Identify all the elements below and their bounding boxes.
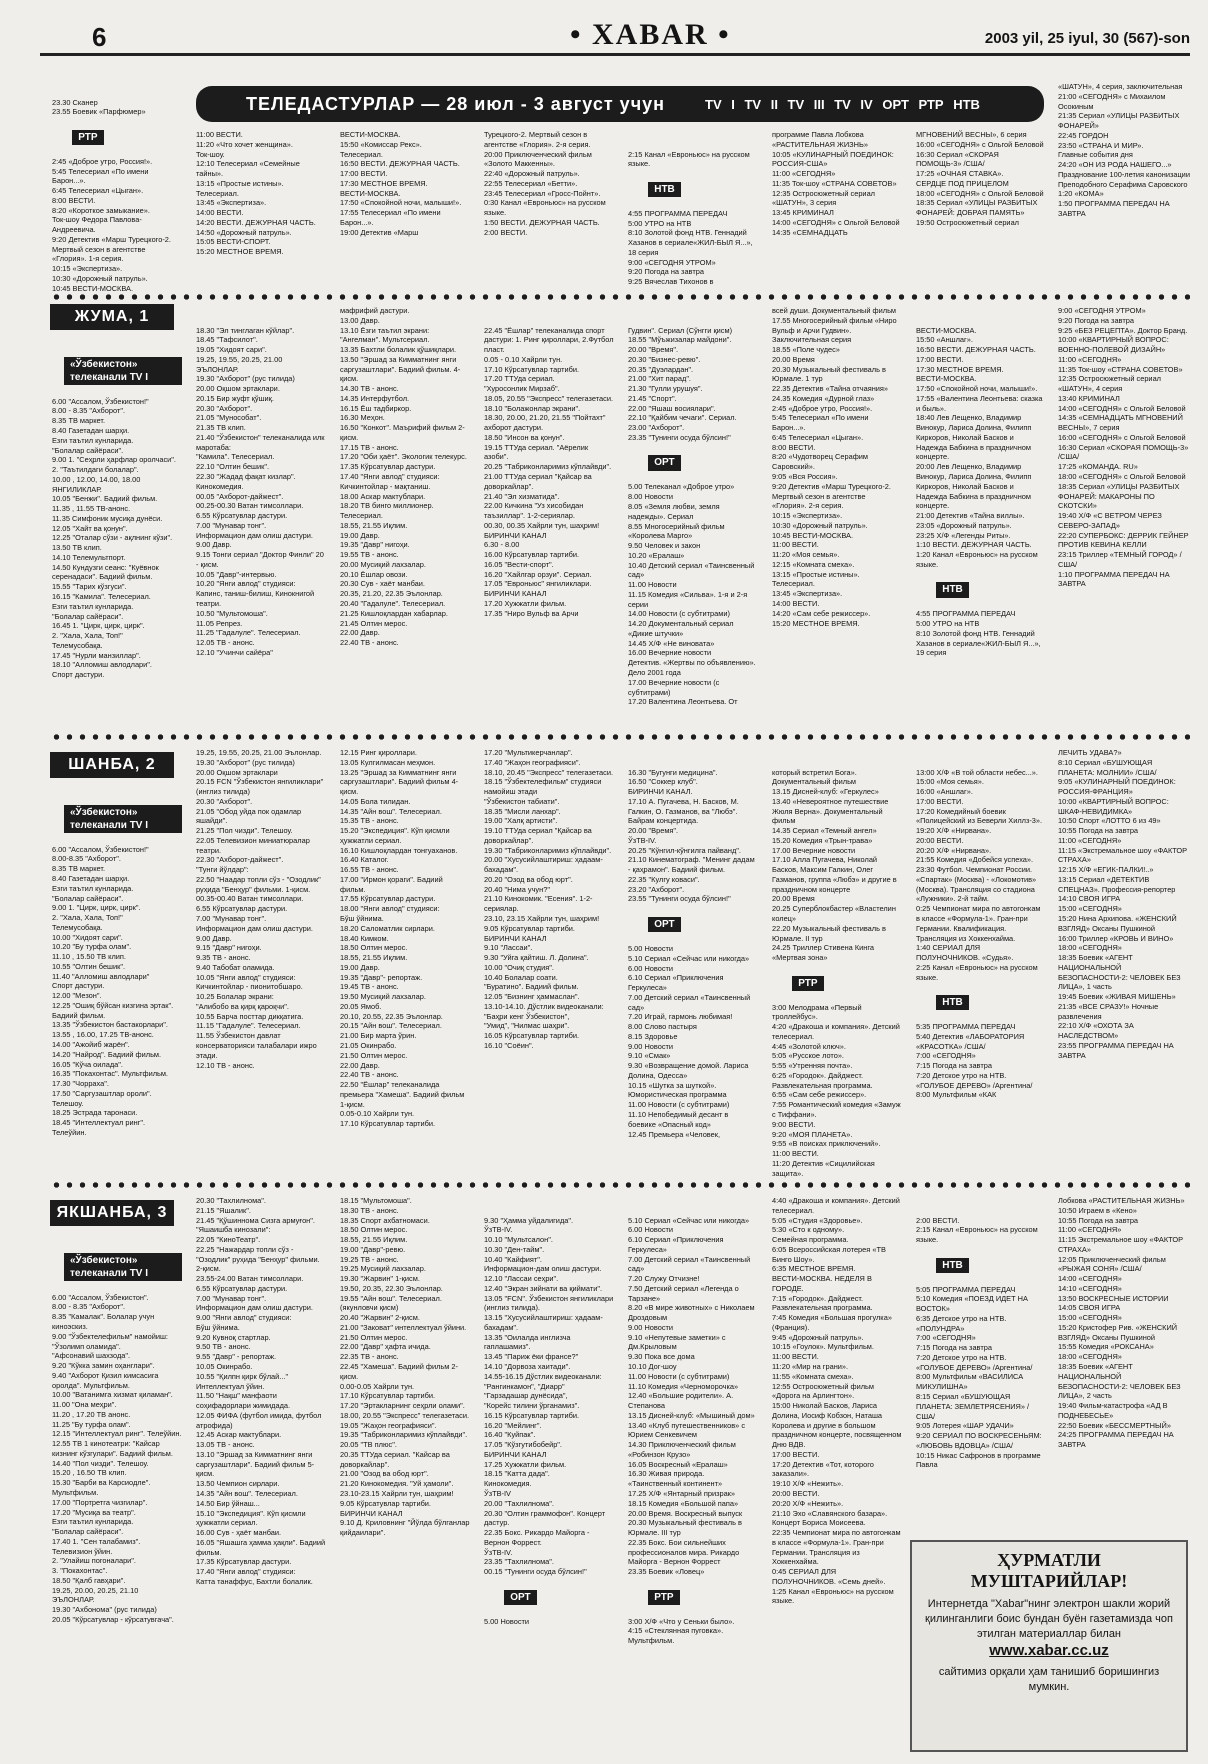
- listing-text: 5.00 Телеканал «Доброе утро» 8.00 Новости 8.05 «Земля любви, земля надежды». Сериал 8.55 Многосерийный фильм «Королева Марго» 9.50 Человек и закон 10.20 «Ералаш» 10.40 Детский сериал «Таинсвенный сад» 11.00 Новости 11.15 Комедия «Сильва». 1-я и 2-я серии 14.00 Новости (с субтитрами) 14.20 Документальный сериал «Дикие штучки» 14.45 Х/Ф «Не виновата» 16.00 Вечерние новости Детектив. «Жертвы по объявлению». Дело 2001 года 17.00 Вечерние новости (с субтитрами) 17.20 Валентина Леонтьева. От: [628, 482, 756, 707]
- sat-col-6: [772, 748, 902, 1178]
- day-heading-sunday: ЯКШАНБА, 3: [50, 1200, 174, 1226]
- sat-col-7: [916, 748, 1046, 1178]
- thu-col-8: «ШАТУН», 4 серия, заключительная 21:00 «СЕГОДНЯ» с Михаилом Осокиным 21:35 Сериал «УЛИЦЫ РАЗБИТЫХ ФОНАРЕЙ» 22:45 ГОРДОН 23:50 «СТРАНА И МИР». Главные события дня 24:20 «ОН ИЗ РОДА НАШЕГО...» Празднование 100-летия канонизации Преподобного Серафима Саровского 1:20 «КОМА» 1:50 ПРОГРАММА ПЕРЕДАЧ НА ЗАВТРА: [1058, 82, 1190, 218]
- sat-col-8: ЛЕЧИТЬ УДАВА?» 8:10 Сериал «БУШУЮЩАЯ ПЛАНЕТА: МОЛНИИ» /США/ 9:05 «КУЛИНАРНЫЙ ПОЕДИНОК: РОССИЯ-ФРАНЦИЯ» 10:00 «КВАРТИРНЫЙ ВОПРОС: ШКАФ-НЕВИДИМКА» 10:50 Спорт «ЛОТТО 6 из 49» 10:55 Погода на завтра 11:00 «СЕГОДНЯ» 11:15 «Экстремальное шоу «ФАКТОР СТРАХА» 12:15 Х/Ф «ЕГИК-ПАЛКИ!..» 13:15 Сериал «ДЕТЕКТИВ СПЕЦНАЗ». Профессия-репортер 14:10 СВОЯ ИГРА 15:00 «СЕГОДНЯ» 15:20 Нина Архипова. «ЖЕНСКИЙ ВЗГЛЯД» Оксаны Пушкиной 16:00 Триллер «КРОВЬ И ВИНО» 18:00 «СЕГОДНЯ» 18:35 Боевик «АГЕНТ НАЦИОНАЛЬНОЙ БЕЗОПАСНОСТИ-2: ЧЕЛОВЕК БЕЗ ЛИЦА», 1 часть 19:45 Боевик «ЖИВАЯ МИШЕНЬ» 21:35 «ВСЕ СРАЗУ!» Ночные развлечения 22:10 Х/Ф «ОХОТА ЗА НАСЛЕДСТВОМ» 23:55 ПРОГРАММА ПЕРЕДАЧ НА ЗАВТРА: [1058, 748, 1188, 1060]
- listing-text: 18.30 "Эл тинглаган кўйлар". 18.45 "Тафсилот". 19.05 "Хидоят сари". 19.25, 19.55, 20.25, 21.00 ЭЪЛОНЛАР. 19.30 "Ахборот" (рус тилида) 20.00 Оқшом эртаклари. 20.15 Бир жуфт қўшиқ. 20.30 "Ахборот". 21.05 "Мунособат". 21.35 ТВ клип. 21.40 "Ўзбекистон" телеканалида илк маротаба: "Камила". Телесериал. 22.10 "Олтин бешик". 22.30 "Жадад фақат кизлар". Кинокомедия. 00.05 "Ахборот-дайжест". 00.25-00.30 Ватан тимсоллари. 6.55 Кўрсатувлар дастури. 7.00 "Мунавар тонг". Информацион дам олиш дастури. 9.00 Давр. 9.15 Тонги сериал "Доктор Финли" 20 - қисм. 10.05 "Давр"-интервью. 10.20 "Янги авлод" студияси: Капинс, таниш-билиш, Кинокнигой театри. 10.50 "Мультомоша". 11.05 Репрез. 11.25 "Гадалуле". Телесериал. 12.05 ТВ - анонс. 12.10 "Учинчи сайёра": [196, 325, 325, 657]
- thu-col-7: МГНОВЕНИЙ ВЕСНЫ», 6 серия 16:00 «СЕГОДНЯ» с Ольгой Беловой 16:30 Сериал «СКОРАЯ ПОМОЩЬ-3» /США/ 17:25 «ОЧНАЯ СТАВКА». СЕРДЦЕ ПОД ПРИЦЕЛОМ 18:00 «СЕГОДНЯ» с Ольгой Беловой 18:35 Сериал «УЛИЦЫ РАЗБИТЫХ ФОНАРЕЙ: ДОБРАЯ ПАМЯТЬ» 19:50 Остросюжетный сериал: [916, 130, 1044, 227]
- listing-text: 2:15 Канал «Евроньюс» на русском языке.: [628, 149, 752, 169]
- thu-col-6: программе Павла Лобкова «РАСТИТЕЛЬНАЯ ЖИЗНЬ» 10:05 «КУЛИНАРНЫЙ ПОЕДИНОК: РОССИЯ-США» 11:00 «СЕГОДНЯ» 11:35 Ток-шоу «СТРАНА СОВЕТОВ» 12:35 Остросюжетный сериал «ШАТУН», 3 серия 13:45 КРИМИНАЛ 14:00 «СЕГОДНЯ» с Ольгой Беловой 14:35 «СЕМНАДЦАТЬ: [772, 130, 900, 237]
- subscriber-notice: [910, 1540, 1188, 1752]
- listing-text: 6.00 "Ассалом, Ўзбекистон". 8.00 - 8.35 "Ахборот". 8.35 "Камалак". Болалар учун киноэскиз. 9.00 "Ўзбектелефильм" намойиш: "Ўзолимп оламида". "Афсонавий шахзода". 9.20 "Кўкка замин оҳанглари". 9.40 "Ахборот Қизил кимсасига оролда". Мультфильм. 10.00 "Ватанимга хизмат қиламан". 11.00 "Она меҳри". 11.20 , 17.20 ТВ анонс. 11.25 "Бу турфа олам". 12.15 "Интеллектуал ринг". Телеўйин. 12.55 ТВ 1 кинотеатри: "Кайсар кизнинг кўзгулари". Бадиий фильм. 14.40 "Пол чизди". Телешоу. 15.20 , 16.50 ТВ клип. 15.30 "Барби ва Карсиодле". Мультфильм. 17.00 "Портретга чизгилар". 17.20 "Мусиқа ва театр". Езги таътил кунларида. "Болалар сайёраси". 17.40 1. "Сен талабамиз". Телевизион ўйин. 2. "Улайиш погоналари". 3. "Покахонтас". 18.50 "Қалб гавҳари". 19.25, 20.00, 20.25, 21.10 ЭЪЛОНЛАР. 19.30 "Ахбонома" (рус тилида) 20.05 "Кўрсатувлар - кўрсатувгача".: [52, 1292, 182, 1624]
- sun-col-8: Лобкова «РАСТИТЕЛЬНАЯ ЖИЗНЬ» 10:50 Играем в «Кено» 10:55 Погода на завтра 11:00 «СЕГОДНЯ» 11:15 Экстремальное шоу «ФАКТОР СТРАХА» 12:05 Приключенческий фильм «РЫЖАЯ СОНЯ» /США/ 14:00 «СЕГОДНЯ» 14:10 «СЕГОДНЯ» 13:50 ВОСКРЕСНЫЕ ИСТОРИИ 14:05 СВОЯ ИГРА 15:00 «СЕГОДНЯ» 15:20 Кристофер Рив. «ЖЕНСКИЙ ВЗГЛЯД» Оксаны Пушкиной 15:55 Комедия «РОКСАНА» 18:00 «СЕГОДНЯ» 18:35 Боевик «АГЕНТ НАЦИОНАЛЬНОЙ БЕЗОПАСНОСТИ-2: ЧЕЛОВЕК БЕЗ ЛИЦА», 2 часть 19:40 Фильм-катастрофа «АД В ПОДНЕБЕСЬЕ» 22:50 Боевик «БЕССМЕРТНЫЙ» 24:25 ПРОГРАММА ПЕРЕДАЧ НА ЗАВТРА: [1058, 1196, 1185, 1450]
- listing-text: 3:00 Х/Ф «Что у Сеньки было». 4:15 «Стеклянная пуговка». Мультфильм.: [628, 1616, 735, 1646]
- listing-text: 4:55 ПРОГРАММА ПЕРЕДАЧ 5:00 УТРО на НТВ 8:10 Золотой фонд НТВ. Геннадий Хазанов в сериале«ЖИЛ-БЫЛ Я...», 18 серия 9:00 «СЕГОДНЯ УТРОМ» 9:20 Погода на завтра 9:25 Вячеслав Тихонов в: [628, 208, 753, 287]
- newspaper-logo: • XABAR •: [570, 18, 731, 51]
- channel-label-rtr: РТР: [792, 976, 823, 991]
- channel-label-ort: ОРТ: [504, 1590, 536, 1605]
- divider-dots: [50, 294, 1190, 300]
- listing-text: 16.30 "Бугунги медицина". 16.50 "Соккер клуб". БИРИНЧИ КАНАЛ. 17.10 А. Пугачева, Н. Басков, М. Галкин, О. Газманов, ва "Любэ". Байрам концертида. 20.00 "Время". ЎзТВ-IV. 20.25 "Кўнгил-кўнгилга пайванд". 21.10 Кинематограф. "Менинг дадам - қаҳрамон". Бадиий фильм. 22.35 "Кулгу коваси". 23.20 "Ахборот". 23.55 "Тунинги осуда бўлсин!": [628, 767, 755, 904]
- sat-col-3: 12.15 Ринг қироллари. 13.05 Кулгилмасан меҳмон. 13.25 "Эршад за Кимматнинг янги саргузаштлари". Бадиий фильм 4-қисм. 14.05 Бола тилидан. 14.35 "Айн вош". Телесериал. 15.35 ТВ - анонс. 15.20 "Экспедиция". Кўп қисмли ҳужжатли сериал. 16.10 Кишлоқлардан тонгуаханов. 16.40 Каталог. 16.55 ТВ - анонс. 17.00 "Ирмон қораги". Бадиий фильм. 17.55 Кўрсатувлар дастури. 18.00 "Янги авлод" студияси: Бўш ўйнима. 18.20 Саломатлик сирлари. 18.40 Кимком. 18.50 Олтин мерос. 18.55, 21.55 Иқлим. 19.00 Давр. 19.35 "Давр"- репортаж. 19.45 ТВ - анонс. 19.50 Мусиқий лахзалар. 20.05 Ямоб. 20.10, 20.55, 22.35 Эълонлар. 20.15 "Айн вош". Телесериал. 21.00 Бир марта ўрин. 21.05 Окинрабо. 21.50 Олтин мерос. 22.00 Давр. 22.40 ТВ - анонс. 22.50 "Ёшлар" телеканалида премьера "Хамеша". Бадиий фильм 1-қисм. 0.05-0.10 Хайрли тун. 17.10 Кўрсатувлар тартиби.: [340, 748, 465, 1129]
- sun-col-7: [916, 1196, 1046, 1536]
- listing-text: 5.00 Новости: [484, 1616, 530, 1626]
- listing-text: 2:45 «Доброе утро, Россия!». 5:45 Телесериал «По имени Барон...». 6:45 Телесериал «Цыган». 8:00 ВЕСТИ. 8:20 «Короткое замыкание». Ток-шоу Федора Павлова-Андреевича. 9:20 Детектив «Марш Турецкого-2. Мертвый сезон в агентстве «Глория». 1-я серия. 10:15 «Экспертиза». 10:30 «Дорожный патруль». 10:45 ВЕСТИ-МОСКВА.: [52, 156, 171, 293]
- listing-text: 5.00 Новости 5.10 Сериал «Сейчас или никогда» 6.00 Новости 6.10 Сериал «Приключения Геркулеса» 7.00 Детский сериал «Таинсвенный сад» 7.20 Играй, гармонь любимая! 8.00 Слово пастыря 8.15 Здоровье 9.00 Новости 9.10 «Смак» 9.30 «Возвращение домой. Лариса Долина, Одесса» 10.15 «Шутка за шуткой». Юмористическая программа 11.00 Новости (с субтитрами) 11.10 Непобедимый десант в боевике «Опасный код» 12.45 Премьера «Человек,: [628, 943, 751, 1139]
- fri-col-3: мафрифий дастури. 13.00 Давр. 13.10 Ёзги таътил экрани: "Ангелман". Мультсериал. 13.35 Бахтли болалик қўшиқлари. 13.50 "Эршад за Кимматнинг янги саргузаштлари". Бадиий фильм. 4-қисм. 14.30 ТВ - анонс. 14.35 Интерфутбол. 16.15 Ёш тадбиркор. 16.30 Меҳон. 16.50 "Конкот". Маърифий фильм 2-қисм. 17.15 ТВ - анонс. 17.20 "Оби ҳаёт". Экологик телекурс. 17.35 Кўрсатувлар дастури. 17.40 "Янги авлод" студияси: Кичкинтойлар - мақтаниш. 18.00 Аскар мактублари. 18.20 ТВ бинго миллионер. Телесериал. 18.55, 21.55 Иқлим. 19.00 Давр. 19.35 "Давр" нигоҳи. 19.55 ТВ - анонс. 20.00 Мусиқий лахзалар. 20.10 Ёшлар овози. 20.30 Сув - хаёт манбаи. 20.35, 21.20, 22.35 Эълонлар. 20.40 "Гадалуле". Телесериал. 21.25 Кишлоқлардан хабарлар. 21.45 Олтин мерос. 22.00 Давр. 22.40 ТВ - анонс.: [340, 306, 467, 648]
- divider-dots: [50, 734, 1190, 740]
- channel-label-ntv: НТВ: [936, 1258, 969, 1273]
- divider-dots: [50, 1182, 1190, 1188]
- fri-col-6: всей души. Документальный фильм 17.55 Многосерийный фильм «Ниро Вульф и Арчи Гудвин». Заключительная серия 18.55 «Поле чудес» 20.00 Время 20.30 Музыкальный фестиваль в Юрмале. 1 тур 22.35 Детектив «Тайна отчаяния» 24.35 Комедия «Дурной глаз» 2:45 «Доброе утро, Россия!». 5:45 Телесериал «По имени Барон...». 6:45 Телесериал «Цыган». 8:00 ВЕСТИ. 8:20 «Чудотворец Серафим Саровский». 9:05 «Вся Россия». 9:20 Детектив «Марш Турецкого-2. Мертвый сезон в агентстве «Глория». 2-я серия. 10:15 «Экспертиза». 10:30 «Дорожный патруль». 10:45 ВЕСТИ-МОСКВА. 11:00 ВЕСТИ. 11:20 «Моя семья». 12:15 «Комната смеха». 13:15 «Простые истины». Телесериал. 13:45 «Экспертиза». 14:00 ВЕСТИ. 14:20 «Сам себе режиссер». 15:20 МЕСТНОЕ ВРЕМЯ.: [772, 306, 897, 628]
- thu-col-1: [52, 78, 182, 293]
- channel-label-ort: ОРТ: [648, 455, 680, 470]
- page-number: 6: [92, 22, 107, 52]
- fri-col-4: [484, 306, 614, 730]
- sun-col-4: [484, 1196, 614, 1758]
- day-heading-saturday: ШАНБА, 2: [50, 752, 174, 778]
- sun-col-1: [52, 1230, 182, 1758]
- sat-col-5: [628, 748, 758, 1178]
- channel-label-ntv: НТВ: [936, 995, 969, 1010]
- listing-text: 5:35 ПРОГРАММА ПЕРЕДАЧ 5:40 Детектив «ЛАБОРАТОРИЯ «КРАСОТКА» /США/ 7:00 «СЕГОДНЯ» 7:15 Погода на завтра 7:20 Детское утро на НТВ. «ГОЛУБОЕ ДЕРЕВО» /Аргентина/ 8:00 Мультфильм «КАК: [916, 1022, 1033, 1100]
- sat-col-2: 19.25, 19.55, 20.25, 21.00 Эълонлар. 19.30 "Ахборот" (рус тилида) 20.00 Оқшом эртаклари 20.15 FCN "Ўзбекистон янгиликлари" (инглиз тилида) 20.30 "Ахборот". 21.05 "Обод уйда пок одамлар яшайди". 21.25 "Пол чизди". Телешоу. 22.05 Телевизион миниатюралар театри. 22.30 "Ахборот-дайжест". "Тунги йўлдар": 22.50 "Наадар топли сўз - "Озодлик" руҳида "Бенҳур" фильми. 1-қисм. 00.35-00.40 Ватан тимсоллари. 6.55 Кўрсатувлар дастури. 7.00 "Мунавар тонг". Информацион дам олиш дастури. 9.00 Давр. 9.15 "Давр" нигоҳи. 9.35 ТВ - анонс. 9.40 Табобат оламида. 10.05 "Янги авлод" студияси: Кичкинтойлар - пионитобшаро. 10.25 Болалар экрани: "Алибобо ва қирқ қароқчи". 10.55 Барча посттар дикқатига. 11.15 "Гадалуле". Телесериал. 11.55 Ўзбекистон давлат консерваторияси талабалари ижро этади. 12.10 ТВ - анонс.: [196, 748, 324, 1070]
- thu-col-3: ВЕСТИ-МОСКВА. 15:50 «Комиссар Рекс». Телесериал. 16:50 ВЕСТИ. ДЕЖУРНАЯ ЧАСТЬ. 17:00 ВЕСТИ. 17:30 МЕСТНОЕ ВРЕМЯ. ВЕСТИ-МОСКВА. 17:50 «Спокойной ночи, малыши!». 17:55 Телесериал «По имени Барон...». 19:00 Детектив «Марш: [340, 130, 462, 237]
- fri-col-5: [628, 306, 758, 730]
- listing-text: 23.30 Сканер 23.55 Боевик «Парфюмер»: [52, 97, 146, 117]
- channel-label-tv1: «Ўзбекистон» телеканали TV I: [64, 805, 182, 833]
- schedule-banner: [196, 86, 1044, 122]
- fri-col-7: [916, 306, 1046, 730]
- channel-label-tv1: «Ўзбекистон» телеканали TV I: [64, 357, 182, 385]
- sun-col-2: 20.30 "Тахлилнома". 21.15 "Яшалик". 21.45 "Қўшиннома Сизга армуғон". "Яшаишба кинозали": 22.05 "КиноТеатр". 22.25 "Нажардар топли сўз - "Озодлик" руҳида "Бенҳур" фильми. 2-қисм. 23.55-24.00 Ватан тимсоллари. 6.55 Кўрсатувлар дастури. 7.00 "Мунавар тонг". Информацион дам олиш дастури. 9.00 "Янги авлод" студияси: Бўш ўйнима. 9.20 Кувноқ стартлар. 9.50 ТВ - анонс. 9.55 "Давр" - репортаж. 10.05 Окинрабо. 10.55 "Қилпн қирк бўлай..." Интеллектуал ўйин. 11.50 "Нақш" манфаоти соҳифадорлари жимидада. 12.05 ФИФА (футбол имида, футбол атрофида) 12.45 Аскар мактублари. 13.05 ТВ - анонс. 13.10 "Эршад за Кимматнинг янги саргузаштлари". Бадиий фильм 5-қисм. 13.50 Чемпион сирлари. 14.35 "Айн вош". Телесериал. 14.50 Бир ўйнаш... 15.10 "Экспедиция". Кўп қисмли ҳужжатли сериал. 16.00 Сув - ҳаёт манбаи. 16.05 "Яшашга ҳамма ҳақли". Бадиий фильм. 17.35 Кўрсатувлар дастури. 17.40 "Янги авлод" студияси: Катта танаффус, Бахтли болалик.: [196, 1196, 326, 1586]
- listing-text: 6.00 "Ассалом, Ўзбекистон!" 8.00-8.35 "Ахборот". 8.35 ТВ маркет. 8.40 Газетадан шарҳи. Езги таътил кунларида. "Болалар сайёраси". 9.00 1. "Цирк, цирк, цирк". 2. "Хала, Хала, Топ!" Телемусобақа. 10.00 "Хидоят сари". 10.20 "Бу турфа олам". 11.10 , 15.50 ТВ клип. 10.55 "Олтин бешик". 11.40 "Алломиш авлодлари" Спорт дастури. 12.00 "Мезон". 12.25 "Ошиқ бўйсан кизгина эртак". Бадиий фильм. 13.35 "Ўзбекистон бастакорлари". 13.55 , 16.00, 17.25 ТВ-анонс. 14.00 "Ажойиб жарён". 14.20 "Найрод". Бадиий фильм. 16.05 "Кўча оилада". 16.35 "Покахонтас". Мультфильм. 17.30 "Чорраха". 17.50 "Саргузаштлар ороли". Телешоу. 18.25 Эстрада таронаси. 18.45 "Интеллектуал ринг". Телеўйин.: [52, 844, 174, 1137]
- sun-col-3: 18.15 "Мультомоша". 18.30 ТВ - анонс. 18.35 Спорт ахбатномаси. 18.50 Олтин мерос. 18.55, 21.55 Иқлим. 19.00 "Давр"-ревю. 19.25 ТВ - анонс. 19.25 Мусиқий лахзалар. 19.30 "Жарвин" 1-қисм. 19.50, 20.35, 22.30 Эълонлар. 19.55 "Айн вош". Телесериал. (якунловчи қисм) 20.40 "Жарвин" 2-қисм. 21.00 "Заковат" интеллектуал ўйини. 21.50 Олтин мерос. 22.00 "Давр" ҳафта ичида. 22.35 ТВ - анонс. 22.45 "Хамеша". Бадиий фильм 2-қисм. 0.00-0.05 Хайрли тун. 17.10 Кўрсатувлар тартиби. 17.20 "Эртакларнинг сеҳрли олами". 18.00, 20.55 "Экспресс" телегазетаси. 19.05 "Жаҳон географияси". 19.35 "Табриконларимиз кўплайвди". 20.05 "ТВ плюс". 20.35 ТТУда сериал. "Кайсар ва доворкайлар". 21.00 "Озод ва обод юрт". 21.20 Кинокомедия. "Уй ҳамоли". 23.10-23.15 Хайрли тун, шаҳрим! 9.05 Кўрсатувлар тартиби. БИРИНЧИ КАНАЛ 9.10 Д. Криловнинг "Йўлда бўлганлар қийдаилари".: [340, 1196, 470, 1538]
- listing-text: который встретил Бога». Документальный фильм 13.15 Дисней-клуб: «Геркулес» 13.40 «Невероятное путешествие Жюля Верна». Документальный фильм 14.35 Сериал «Темный ангел» 15.20 Комедия «Трын-трава» 17.00 Вечерние новости 17.10 Алла Пугачева, Николай Басков, Максим Галкин, Олег Газманов, группа «Любэ» и другие в праздничном концерте 20.00 Время 20.25 Суперблокбастер «Властелин колец» 22.20 Музыкальный фестиваль в Юрмале. II тур 24.25 Триллер Стивена Кинга «Мертвая зона»: [772, 767, 897, 963]
- notice-tail: сайтимиз орқали ҳам танишиб боришингиз мумкин.: [938, 1665, 1160, 1693]
- listing-text: ВЕСТИ-МОСКВА. 15:50 «Аншлаг». 16:50 ВЕСТИ. ДЕЖУРНАЯ ЧАСТЬ. 17:00 ВЕСТИ. 17:30 МЕСТНОЕ ВРЕМЯ. ВЕСТИ-МОСКВА. 17:50 «Спокойной ночи, малыши!». 17:55 «Валентина Леонтьева: сказка и быль». 18:40 Лев Лещенко, Владимир Винокур, Лариса Долина, Филипп Киркоров, Николай Басков и Надежда Бабкина в праздничном концерте. 20:00 Лев Лещенко, Владимир Винокур, Лариса Долина, Филипп Киркоров, Николай Басков и Надежда Бабкина в праздничном концерте. 21:00 Детектив «Тайна виллы». 23:05 «Дорожный патруль». 23:25 Х/Ф «Легенды Риты». 1:10 ВЕСТИ. ДЕЖУРНАЯ ЧАСТЬ. 1:20 Канал «Евроньюс» на русском языке.: [916, 325, 1043, 569]
- fri-col-1: [52, 334, 182, 730]
- sun-col-5: [628, 1196, 758, 1758]
- channel-label-rtr: РТР: [72, 130, 103, 145]
- website-link[interactable]: www.xabar.cc.uz: [989, 1641, 1109, 1659]
- thu-col-4: Турецкого-2. Мертвый сезон в агентстве «Глория». 2-я серия. 20:00 Приключенческий фильм «Золото Маккенны». 22:40 «Дорожный патруль». 22:55 Телесериал «Бетти». 23:45 Телесериал «Гросс-Пойнт». 0:30 Канал «Евроньюс» на русском языке. 1:50 ВЕСТИ. ДЕЖУРНАЯ ЧАСТЬ. 2:00 ВЕСТИ.: [484, 130, 606, 237]
- fri-col-8: 9:00 «СЕГОДНЯ УТРОМ» 9:20 Погода на завтра 9:25 «БЕЗ РЕЦЕПТА». Доктор Бранд. 10:00 «КВАРТИРНЫЙ ВОПРОС: ВОЕННО-ПОЛЕВОЙ ДИЗАЙН» 11:00 «СЕГОДНЯ» 11:35 Ток-шоу «СТРАНА СОВЕТОВ» 12:35 Остросюжетный сериал «ШАТУН», 4 серия 13:40 КРИМИНАЛ 14:00 «СЕГОДНЯ» с Ольгой Беловой 14:35 «СЕМНАДЦАТЬ МГНОВЕНИЙ ВЕСНЫ», 7 серия 16:00 «СЕГОДНЯ» с Ольгой Беловой 16:30 Сериал «СКОРАЯ ПОМОЩЬ-3» /США/ 17:25 «КОМАНДА. RU» 18:00 «СЕГОДНЯ» с Ольгой Беловой 18:35 Сериал «УЛИЦЫ РАЗБИТЫХ ФОНАРЕЙ: МАКАРОНЫ ПО СКОТСКИ» 19:40 Х/Ф «С ВЕТРОМ ЧЕРЕЗ СЕВЕРО-ЗАПАД» 22:20 СУПЕРБОКС: ДЕРРИК ГЕЙНЕР ПРОТИВ КЕВИНА КЕЛЛИ 23:15 Триллер «ТЕМНЫЙ ГОРОД» /США/ 1:10 ПРОГРАММА ПЕРЕДАЧ НА ЗАВТРА: [1058, 306, 1189, 589]
- channel-label-ort: ОРТ: [648, 917, 680, 932]
- listing-text: 13:00 Х/Ф «В той области небес...». 15:00 «Моя семья». 16:00 «Аншлаг». 17:00 ВЕСТИ. 17:20 Комедийный боевик «Полицейский из Беверли Хиллз-3». 19:20 Х/Ф «Нирвана». 20:00 ВЕСТИ. 20:20 Х/Ф «Нирвана». 21:55 Комедия «Добейся успеха». 23:30 Футбол. Чемпионат России. «Спартак» (Москва) - «Локомотив» (Москва). Трансляция со стадиона «Лужники». 2-й тайм. 0:25 Чемпионат мира по автогонкам в классе «Формула-1». Гран-при Германии. Квалификация. Трансляция из Хоккенхайма. 1:40 СЕРИАЛ ДЛЯ ПОЛУНОЧНИКОВ. «Судья». 2:25 Канал «Евроньюс» на русском языке.: [916, 767, 1043, 982]
- listing-text: 22.45 "Ёшлар" телеканалида спорт дастури: 1. Ринг қироллари, 2.Футбол пласт. 0.05 - 0.10 Хайрли тун. 17.10 Кўрсатувлар тартиби. 17.20 ТТУда сериал. "Хуросонлик Мирзаб". 18.05, 20.55 "Экспресс" телегазетаси. 18.10 "Болажонлар экрани". 18.30, 20.00, 21.20, 21.55 "Пойтахт" ахборот дастури. 18.50 "Инсон ва қонун". 19.15 ТТУда сериал. "Аёрелик азоби". 20.25 "Табриконларимиз кўплайвди". 21.00 ТТУда сериал "Қайсар ва доворкайлар". 21.40 "Эл хизматида". 22.00 Кичкина "Уз хисобидан таъзиллар". 1-2-сериялар. 00.30, 00.35 Хайрли тун, шаҳрим! БИРИНЧИ КАНАЛ 6.30 - 8.00 16.00 Кўрсатувлар тартиби. 16.05 "Вести-спорт". 16.20 "Хайлгар орзуи". Сериал. 17.05 "Евроньюс" янгиликлари. БИРИНЧИ КАНАЛ 17.20 Хужжатли фильм. 17.35 "Ниро Вульф ва Арчи: [484, 325, 614, 618]
- page-header: [40, 16, 1190, 56]
- thu-col-2: 11:00 ВЕСТИ. 11:20 «Что хочет женщина». Ток-шоу. 12:10 Телесериал «Семейные тайны». 13:15 «Простые истины». Телесериал. 13:45 «Экспертиза». 14:00 ВЕСТИ. 14:20 ВЕСТИ. ДЕЖУРНАЯ ЧАСТЬ. 14:50 «Дорожный патруль». 15:05 ВЕСТИ-СПОРТ. 15:20 МЕСТНОЕ ВРЕМЯ.: [196, 130, 316, 257]
- listing-text: 6.00 "Ассалом, Ўзбекистон!" 8.00 - 8.35 "Ахборот". 8.35 ТВ маркет. 8.40 Газетадан шарҳи. Езги таътил кунларида. "Болалар сайёраси". 9.00 1. "Сеҳрли ҳарфлар оролчаси". 2. "Таътилдаги болалар". 10.00 , 12.00, 14.00, 18.00 ЯНГИЛИКЛАР. 10.05 "Бенжи". Бадиий фильм. 11.35 , 11.55 ТВ-анонс. 11.35 Симфоник мусиқа дунёси. 12.05 "Хайт ва қонун". 12.25 "Оталар сўзи - ақлнинг кўзи". 13.50 ТВ клип. 14.10 Телемультпорт. 14.50 Кундузги сеанс: "Куёвнок серенадаси". Бадиий фильм. 15.55 "Тарих кўзгуси". 16.15 "Камила". Телесериал. Езги таътил кунларида. "Болалар сайёраси". 16.45 1. "Цирк, цирк, цирк". 2. "Хала, Хала, Топ!" Телемусобақа. 17.45 "Нурли манзиллар". 18.10 "Алломиш авлодлари". Спорт дастури.: [52, 396, 176, 680]
- listing-text: 5:05 ПРОГРАММА ПЕРЕДАЧ 5:10 Комедия «ПОЕЗД ИДЕТ НА ВОСТОК» 6:35 Детское утро на НТВ. «ПОЛУНДРА» 7:00 «СЕГОДНЯ» 7:15 Погода на завтра 7:20 Детское утро на НТВ. «ГОЛУБОЕ ДЕРЕВО» /Аргентина/ 8:00 Мультфильм «ВАСИЛИСА МИКУЛИШНА» 8:15 Сериал «БУШУЮЩАЯ ПЛАНЕТА: ЗЕМЛЕТРЯСЕНИЯ» /США/ 9:05 Лотерея «ШАР УДАЧИ» 9:20 СЕРИАЛ ПО ВОСКРЕСЕНЬЯМ: «ЛЮБОВЬ ВДОВЦА» /США/ 10:15 Никас Сафронов в программе Павла: [916, 1284, 1042, 1470]
- channel-label-ntv: НТВ: [648, 182, 681, 197]
- banner-title: ТЕЛЕДАСТУРЛАР — 28 июл - 3 август учун: [246, 93, 666, 114]
- banner-channels: TV I TV II TV III TV IV ОРТ РТР НТВ: [705, 96, 980, 112]
- listing-text: 4:55 ПРОГРАММА ПЕРЕДАЧ 5:00 УТРО на НТВ 8:10 Золотой фонд НТВ. Геннадий Хазанов в сериале«ЖИЛ-БЫЛ Я...», 19 серия: [916, 609, 1041, 658]
- listing-text: 9.30 "Ҳамма уйдалигида". ЎзТВ-IV. 10.10 "Мультсалон". 10.30 "Ден-тайм". 10.40 "Кайфият". Информацион-дам олиш дастури. 12.10 "Лассаи сеҳри". 12.40 "Экран зийнати ва қиймати". 13.05 "FCN". Ўзбекистон янгиликлари (инглиз тилида). 13.15 "Хусусийлаштириш: ҳадаам-бахадам". 13.35 "Оилалда инглизча гаплашамиз". 13.45 "Париж ёки франсе?" 14.10 "Дорвоза хаитади". 14.55-16.15 Дўстлик видеоканали: "Рангинкамон", "Диарр" "Гарзадашар дунёсида", "Корейс тилини ўрганамиз". 16.15 Кўрсатувлар тартиби. 16.20 "Мейлинг". 16.40 "Куйпак". 17.05 "Кўзгутибобейр". БИРИНЧИ КАНАЛ 17.25 Хужжатли фильм. 18.15 "Катта дада". Кинокомедия. ЎзТВ-IV 20.00 "Тахлилнома". 20.30 "Олтин граммофон". Концерт дастур. 22.35 Бокс. Рикардо Майорга - Вернон Форрест. ЎзТВ-IV. 23.35 "Тахлилнома". 00.15 "Тунинги осуда бўлсин!": [484, 1215, 614, 1577]
- channel-label-ntv: НТВ: [936, 582, 969, 597]
- sun-col-6: 4:40 «Дракоша и компания». Детский телесериал. 5:05 «Студия «Здоровье». 5:30 «Сто к одному». Семейная программа. 6:05 Всероссийская лотерея «ТВ Бинго Шоу». 6:35 МЕСТНОЕ ВРЕМЯ. ВЕСТИ-МОСКВА. НЕДЕЛЯ В ГОРОДЕ. 7:15 «Городок». Дайджест. Развлекательная программа. 7:45 Комедия «Большая прогулка» (Франция). 9:45 «Дорожный патруль». 10:15 «Гоулок». Мультфильм. 11:00 ВЕСТИ. 11:20 «Мир на грани». 11:55 «Комната смеха». 12:55 Остросюжетный фильм «Дорога на Арлингтон». 15:00 Николай Басков, Лариса Долина, Иосиф Кобзон, Наташа Королева и другие в большом праздничном концерте, посвященном Дню ВДВ. 17:00 ВЕСТИ. 17:20 Детектив «Тот, которого заказали». 19:10 Х/Ф «Нежить». 20:00 ВЕСТИ. 20:20 Х/Ф «Нежить». 21:10 Эхо «Славянского базара». Концерт Бориса Моисеева. 22:35 Чемпионат мира по автогонкам в классе «Формула-1». Гран-при Германии. Трансляция из Хоккенхайма. 0:45 СЕРИАЛ ДЛЯ ПОЛУНОЧНИКОВ. «Семь дней». 1:25 Канал «Евроньюс» на русском языке.: [772, 1196, 902, 1606]
- notice-heading: ҲУРМАТЛИ МУШТАРИЙЛАР!: [970, 1550, 1128, 1591]
- listing-text: 5.10 Сериал «Сейчас или никогда» 6.00 Новости 6.10 Сериал «Приключения Геркулеса» 7.00 Детский сериал «Таинсвенный сад» 7.20 Служу Отчизне! 7.50 Детский сериал «Легенда о Тарзане» 8.20 «В мире животных» с Николаем Дроздовым 9.00 Новости 9.10 «Непутевые заметки» с Дм.Крыловым 9.30 Пока все дома 10.10 Дог-шоу 11.00 Новости (с субтитрами) 11.10 Комедия «Черноморочка» 12.40 «Большие родители». А. Степанова 13.15 Дисней-клуб: «Мышиный дом» 13.40 «Клуб путешественников» с Юрием Сенкевичем 14.30 Приключенческий фильм «Робинзон Крузо» 16.05 Воскресный «Ералаш» 16.30 Живая природа. «Таинственный континент» 17.25 Х/Ф «Янтарный призрак» 18.15 Комедия «Большой папа» 20.00 Время. Воскресный выпуск 20.30 Музыкальный фестиваль в Юрмале. III тур 22.35 Бокс. Бои сильнейших профессионалов мира. Рикардо Майорга - Вернон Форрест 23.35 Боевик «Ловец»: [628, 1215, 755, 1577]
- listing-text: 3:00 Мелодрама «Первый троллейбус». 4:20 «Дракоша и компания». Детский телесериал. 4:45 «Золотой ключ». 5:05 «Русское лото». 5:55 «Утренняя почта». 6:25 «Городок». Дайджест. Развлекательная программа. 6:55 «Сам себе режиссер». 7:55 Романтический комедия «Замуж с Тиффани». 9:00 ВЕСТИ. 9:20 «МОЯ ПЛАНЕТА». 9:55 «В поисках приключений». 11:00 ВЕСТИ. 11:20 Детектив «Сицилийская защита».: [772, 1002, 901, 1178]
- channel-label-rtr: РТР: [648, 1590, 679, 1605]
- notice-body: Интернетда "Xabar"нинг электрон шакли жорий қилинганлиги боис бундан буён газетамизда чоп этилган материаллар билан: [925, 1598, 1173, 1641]
- day-heading-friday: ЖУМА, 1: [50, 304, 174, 330]
- sat-col-4: 17.20 "Мультикерчанлар". 17.40 "Жаҳон географияси". 18.10, 20.45 "Экспресс" телегазетаси. 18.15 "Ўзбектелефильм" студияси намойиш этади "Ўзбекистон табиати". 18.35 "Мисли ланхар". 19.00 "Халқ артисти". 19.10 ТТУда сериал "Қайсар ва доворкайлар". 19.30 "Табриконларимиз кўплайвди". 20.00 "Хусусийлаштириш: ҳадаам-бахадам". 20.20 "Озод ва обод юрт". 20.40 "Нима учун?" 21.10 Кинокомик. "Есения". 1-2-сериялар. 23.10, 23.15 Хайрли тун, шаҳрим! 9.05 Кўрсатувлар тартиби. БИРИНЧИ КАНАЛ 9.10 "Лассаи". 9.30 "Уйга қайтиш. Л. Долина". 10.00 "Очиқ студия". 10.40 Болалар соати. "Буратино". Бадиий фильм. 12.05 "Бизнинг ҳаммаслан". 13.10-14.10. Дўстлик видеоканали: "Баҳри кенг Ўзбекистон", "Умид", "Нилмас шаҳри". 16.05 Кўрсатувлар тартиби. 16.10 "Соёин".: [484, 748, 613, 1050]
- issue-date: 2003 yil, 25 iyul, 30 (567)-son: [984, 30, 1190, 47]
- channel-label-tv1: «Ўзбекистон» телеканали TV I: [64, 1253, 182, 1281]
- fri-col-2: [196, 306, 326, 730]
- thu-col-5: [628, 130, 758, 292]
- listing-text: Гудвин". Сериал (Сўнгги қисм) 18.55 "Мўъжизалар майдони". 20.00 "Время". 20.30 "Бизнес-ревю". 20.35 "Дуэлардан". 21.00 "Хит парад". 21.30 "Гулли урушуя". 21.45 "Спорт". 22.00 "Яшаш восиялари". 22.10 "Қайбим чечаги". Сериал. 23.00 "Ахборот". 23.35 "Тунинги осуда бўлсин!": [628, 325, 737, 442]
- sat-col-1: [52, 782, 182, 1178]
- listing-text: 2:00 ВЕСТИ. 2:15 Канал «Евроньюс» на русском языке.: [916, 1215, 1038, 1245]
